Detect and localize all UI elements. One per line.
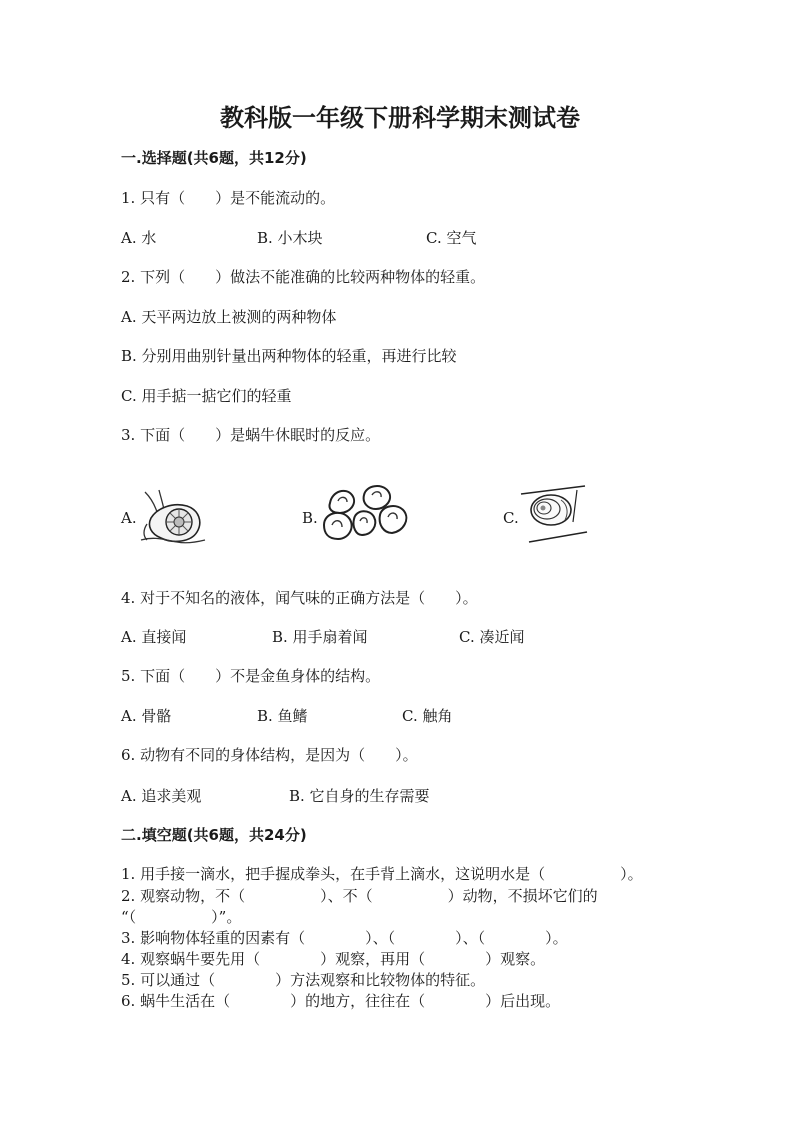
q3-option-b: B. (302, 509, 318, 527)
q5-option-b: B. 鱼鳍 (257, 707, 308, 725)
q4-option-c: C. 凑近闻 (459, 628, 525, 646)
fill-line-6: 6. 蜗牛生活在（ ）的地方，往往在（ ）后出现。 (121, 992, 561, 1010)
fill-line-4: 4. 观察蜗牛要先用（ ）观察，再用（ ）观察。 (121, 950, 546, 968)
fill-line-1: 1. 用手接一滴水，把手握成拳头，在手背上滴水，这说明水是（ ）。 (121, 865, 643, 883)
q1-option-a: A. 水 (121, 229, 157, 247)
snail-emerging-image (137, 484, 207, 546)
snail-cluster-image (320, 481, 410, 547)
q3-option-c: C. (503, 509, 519, 527)
q2-option-b: B. 分别用曲别针量出两种物体的轻重，再进行比较 (121, 347, 457, 365)
question-6-stem: 6. 动物有不同的身体结构，是因为（ ）。 (121, 746, 418, 764)
q1-option-c: C. 空气 (426, 229, 477, 247)
q1-option-b: B. 小木块 (257, 229, 323, 247)
q2-option-c: C. 用手掂一掂它们的轻重 (121, 387, 292, 405)
fill-line-5: 5. 可以通过（ ）方法观察和比较物体的特征。 (121, 971, 486, 989)
snail-sealed-image (519, 482, 589, 546)
section-heading-choice: 一.选择题(共6题，共12分) (121, 149, 307, 167)
q3-option-a: A. (121, 509, 137, 527)
question-5-stem: 5. 下面（ ）不是金鱼身体的结构。 (121, 667, 381, 685)
fill-line-2: 2. 观察动物，不（ ）、不（ ）动物，不损坏它们的 (121, 887, 598, 905)
section-heading-fill: 二.填空题(共6题，共24分) (121, 826, 307, 844)
q5-option-c: C. 触角 (402, 707, 453, 725)
question-3-stem: 3. 下面（ ）是蜗牛休眠时的反应。 (121, 426, 381, 444)
q2-option-a: A. 天平两边放上被测的两种物体 (121, 308, 337, 326)
fill-line-2-cont: “（ ）”。 (121, 908, 242, 926)
q4-option-a: A. 直接闻 (121, 628, 187, 646)
question-4-stem: 4. 对于不知名的液体，闻气味的正确方法是（ ）。 (121, 589, 478, 607)
q6-option-a: A. 追求美观 (121, 787, 202, 805)
fill-line-3: 3. 影响物体轻重的因素有（ ）、（ ）、（ ）。 (121, 929, 568, 947)
q6-option-b: B. 它自身的生存需要 (289, 787, 430, 805)
page-title: 教科版一年级下册科学期末测试卷 (220, 104, 580, 132)
question-2-stem: 2. 下列（ ）做法不能准确的比较两种物体的轻重。 (121, 268, 486, 286)
q4-option-b: B. 用手扇着闻 (272, 628, 368, 646)
question-1-stem: 1. 只有（ ）是不能流动的。 (121, 189, 336, 207)
q5-option-a: A. 骨骼 (121, 707, 172, 725)
